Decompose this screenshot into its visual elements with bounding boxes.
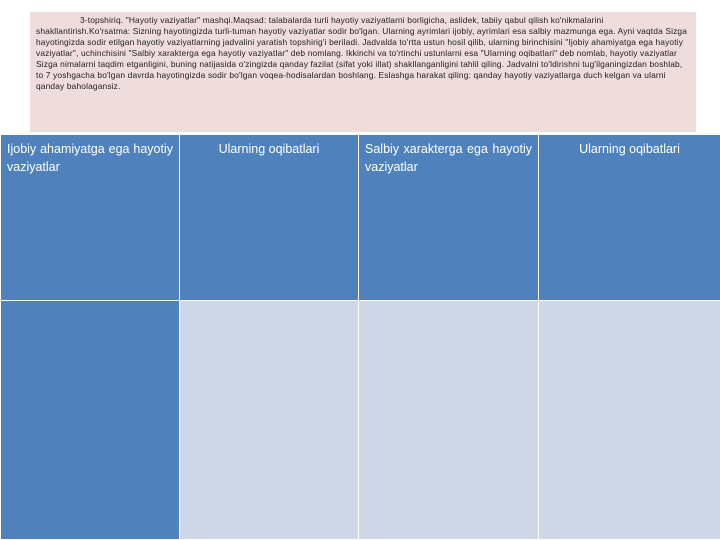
cell-positive-consequence[interactable]	[180, 301, 359, 540]
header-negative-situations: Salbiy xarakterga ega hayotiy vaziyatlar	[359, 135, 539, 301]
table-header-row	[1, 135, 720, 301]
header-positive-consequences: Ularning oqibatlari	[180, 135, 359, 301]
header-positive-situations: Ijobiy ahamiyatga ega hayotiy vaziyatlar	[1, 135, 180, 301]
table-row	[1, 301, 720, 540]
header-negative-consequences: Ularning oqibatlari	[539, 135, 720, 301]
life-situations-table	[0, 134, 720, 540]
task-instructions-text: 3-topshiriq. "Hayotiy vaziyatlar" mashqi.Maqsad: talabalarda turli hayotiy vaziyatlarni borligicha, aslidek, tabiiy qabul qilish ko'nikmalarini shakllantirish.Ko'rsatma: Sizning hayotingizda turli-tuman hayotiy vaziyatlar sodir bo'lgan. Ularning ayrimlari ijobiy, ayrimlari esa salbiy mazmunga ega. Ayni vaqtda Sizga hayotingizda sodir etilgan hayotiy vaziyatlarning jadvalini yaratish topshirig'i beriladi. Jadvalda to'rtta ustun hosil qilib, ularning birinchisini "Ijobiy ahamiyatga ega hayotiy vaziyatlar", uchinchisini "Salbiy xarakterga ega hayotiy vaziyatlar" deb nomlang. Ikkinchi va to'rtinchi ustunlarni esa "Ularning oqibatlari" deb nomlab, hayotiy vaziyatlar Sizga nimalarni taqdim etganligini, buning natijasida o'zingizda qanday fazilat (sifat yoki illat) shakllanganligini tahlil qiling. Jadvalni to'ldirishni tug'ilganingizdan boshlab, to 7 yoshgacha bo'lgan davrda hayotingizda sodir bo'lgan voqea-hodisalardan boshlang. Eslashga harakat qiling: qanday hayotiy vaziyatlarga duch kelgan va ularni qanday baholagansiz.	[36, 15, 688, 91]
cell-positive-situation[interactable]	[1, 301, 180, 540]
cell-negative-consequence[interactable]	[539, 301, 720, 540]
task-instructions-box	[30, 12, 696, 132]
cell-negative-situation[interactable]	[359, 301, 539, 540]
